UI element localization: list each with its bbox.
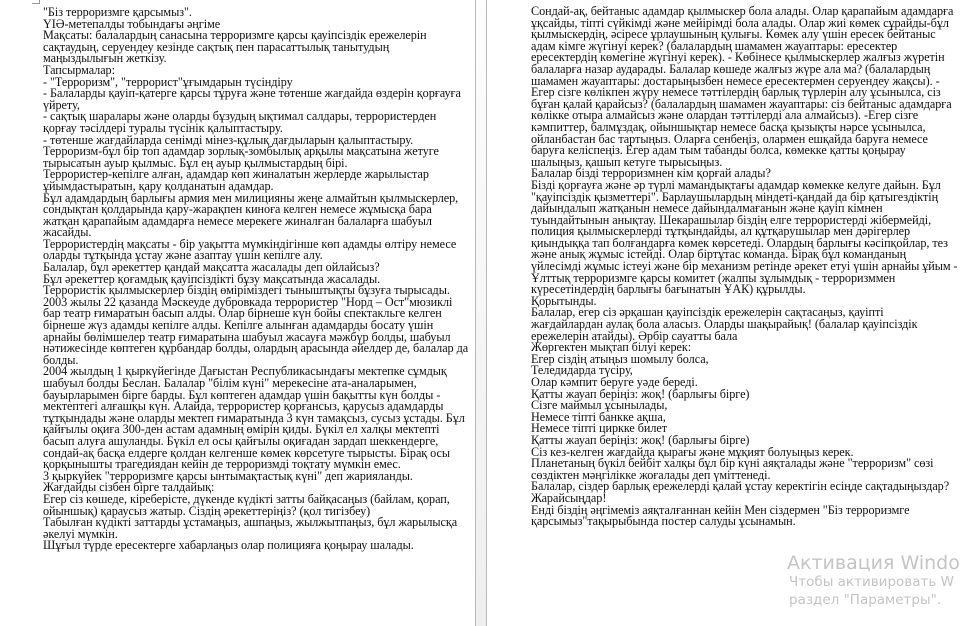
- text-line: Ұлттық терроризмге қарсы комитет (жалпы зұлымдық - терроризммен: [531, 270, 896, 285]
- text-line: - төтенше жағдайларда сенімді мінез-құлық дағдыларын қалыптастыру.: [43, 132, 414, 147]
- text-line: Терроризм-бұл бір топ адамдар зорлық-зомбылық арқылы мақсатына жетуге: [43, 144, 439, 159]
- text-line: Теледидарда түсіру,: [531, 363, 633, 378]
- text-line: Балалар, сіздер барлық ережелерді қалай ұстау керектігін есіңде сақтадыңыздар?: [531, 479, 950, 494]
- text-line: қиындыққа тап болғандарға көмек көрсетеді. Олардың барлығы кәсіпқойлар, тез: [531, 235, 948, 250]
- text-line: ұқсайды, тіпті сүйкімді және мейірімді бола алады. Олар жиі көмек сұрайды-бұл: [531, 15, 949, 30]
- text-line: Егер сіз көшеде, кіреберісте, дүкенде күдікті затты байқасаңыз (байлам, қорап,: [43, 491, 450, 506]
- text-line: Тапсырмалар:: [43, 62, 115, 77]
- text-line: тырысатын ауыр қылмыс. Бұл ең ауыр қылмыстардың бірі.: [43, 155, 348, 170]
- text-line: сақтаудың, серуендеу кезінде сақтық пен парасаттылық танытудың: [43, 39, 390, 54]
- text-line: 3 қыркүйек "терроризмге қарсы ынтымақтастық күні" деп жарияланды.: [43, 468, 413, 483]
- text-line: нәтижесінде көптеген құрбандар болды, олардың арасында әйелдер де, балалар да: [43, 341, 469, 356]
- text-line: - сақтық шаралары және оларды бұзудың ықтимал салдары, террористерден: [43, 109, 437, 124]
- text-line: Балалар бізді терроризмнен кім қорғай алады?: [531, 166, 771, 181]
- text-line: Табылған күдікті заттарды ұстамаңыз, ашпаңыз, жылжытпаңыз, бұл жарылысқа: [43, 515, 458, 530]
- text-line: шалыңыз, қашып кетуге тырысыңыз.: [531, 154, 723, 169]
- text-line: Жарайсыңдар!: [531, 490, 607, 505]
- text-line: "қауіпсіздік қызметтері". Барлаушылардың міндеті-қандай да бір қатыгездіктің: [531, 189, 939, 204]
- text-line: Қатты жауап беріңіз: жоқ! (барлығы бірге): [531, 432, 750, 447]
- text-line: Бұл адамдардың барлығы армия мен милицияны жеңе алмайтын қылмыскерлер,: [43, 190, 459, 205]
- text-line: "Біз терроризмге қарсымыз".: [43, 5, 192, 19]
- text-line: Террористер-кепілге алған, адамдар көп жиналатын жерлерде жарылыстар: [43, 167, 429, 182]
- text-line: жатқан қарапайым адамдарға немесе мерекеге жиналған балаларға шабуыл: [43, 213, 432, 228]
- text-line: үйрету,: [43, 97, 80, 112]
- text-line: қарсымыз"тақырыбында постер салуды ұсынамын.: [531, 514, 796, 529]
- text-line: сондай-ақ басқа елдерге қолдан келгенше көмек көрсетуге тырысты. Бірақ осы: [43, 445, 451, 460]
- text-line: бірнеше жүз адамды кепілге алды. Кепілге алынған адамдарды босату үшін: [43, 318, 434, 333]
- text-line: ұйымдастыратын, қару қолданатын адамдар.: [43, 178, 274, 193]
- right-page-text[interactable]: [531, 6, 956, 528]
- text-line: 2004 жылдың 1 қыркүйегінде Дағыстан Республикасындағы мектепке сұмдық: [43, 364, 447, 379]
- text-line: Террористік қылмыскерлер біздің өміріміздегі тыныштықты бұзуға тырысады.: [43, 283, 450, 298]
- text-line: Олар кәмпит беруге уәде береді.: [531, 375, 698, 389]
- text-line: Жөргектен мықтап білуі керек:: [531, 340, 692, 355]
- text-line: Енді біздің әңгімеміз аяқталғаннан кейін Мен сіздермен "Біз терроризмге: [531, 502, 910, 517]
- text-line: үйлесімді жұмыс істеуі және бір механизм ретінде әрекет етуі үшін арнайы ұйым -: [531, 259, 958, 274]
- text-line: болды.: [43, 352, 79, 367]
- text-line: ережелерін атайды). Әрбір сауатты бала: [531, 328, 738, 343]
- text-line: - Балаларды қауіп-қатерге қарсы тұруға және төтенше жағдайда өздерін қорғауға: [43, 86, 461, 101]
- text-line: балаларға назар аударады. Балалар көшеде жалғыз жүре ала ма? (балалардың: [531, 61, 931, 76]
- text-line: жасайды.: [43, 225, 92, 240]
- text-line: туындайтынын анықтау. Шекарашылар біздің елге террористерді жібермейді,: [531, 212, 932, 227]
- text-line: - "Терроризм", "террорист"ұғымдарын түсіндіру: [43, 74, 293, 89]
- text-line: шабуыл болды Беслан. Балалар "білім күні" мерекесіне ата-аналарымен,: [43, 376, 417, 390]
- text-line: қорғау тәсілдері туралы түсінік қалыптастыру.: [43, 120, 283, 135]
- text-line: Балалар, егер сіз әрқашан қауіпсіздік ережелерін сақтасаңыз, қауіпті: [531, 305, 884, 320]
- text-line: маңыздылығын жеткізу.: [43, 51, 167, 66]
- page-divider: [475, 0, 487, 626]
- text-line: Егер сіздің атыңыз шомылу болса,: [531, 351, 709, 366]
- text-line: қайғылы оқиға 300-ден астам адамның өмірін қиды. Бүкіл ел халқы мектепті: [43, 422, 440, 437]
- text-line: бауырларымен бірге барды. Бұл көптеген адамдар үшін бақытты күн болды -: [43, 387, 441, 402]
- text-line: сондықтан қолдарында қару-жарақпен киноға келген немесе жұмысқа бара: [43, 202, 432, 217]
- text-line: бұған қалай қарайсыз? (балалардың шамамен жауаптары: сіз бейтаныс адамдарға: [531, 96, 952, 111]
- text-line: сөздіктен мәңгілікке жоғалады деп үміттенеді.: [531, 467, 771, 482]
- text-line: Жағдайды сізбен бірге талдайық:: [43, 480, 215, 495]
- text-line: арнайы бөлімшелер театр ғимаратына шабуыл жасауға мәжбүр болды, шабуыл: [43, 329, 451, 344]
- text-line: Планетаның бүкіл бейбіт халқы бұл бір күні аяқталады және "терроризм" сөзі: [531, 456, 934, 471]
- text-line: қорқынышты трагедиядан кейін де терроризмді тоқтату мүмкін емес.: [43, 457, 401, 472]
- text-line: шамамен жауаптары: достарыңызбен немесе ересектермен серуендеу жақсы). -: [531, 73, 940, 88]
- text-line: бар театр ғимаратын басып алды. Олар бірнеше күн бойы спектакльге келген: [43, 306, 442, 321]
- text-line: Балалар, бұл әрекеттер қандай мақсатта жасалады деп ойлайсыз?: [43, 260, 380, 275]
- text-line: қылмыскердің, әсіресе ұрлаушының қулығы. Көмек алу үшін ересек бейтаныс: [531, 27, 936, 42]
- text-line: Террористердің мақсаты - бір уақытта мүмкіндігінше көп адамды өлтіру немесе: [43, 236, 457, 251]
- text-line: жағдайлардан аулақ бола аласыз. Оларды шақырайық! (балалар қауіпсіздік: [531, 317, 918, 332]
- watermark-line-2: раздел "Параметры".: [789, 592, 942, 608]
- document-page-right: [487, 0, 963, 626]
- left-page-text[interactable]: [43, 5, 469, 553]
- text-line: Мақсаты: балалардың санасына терроризмге қарсы қауіпсіздік ережелерін: [43, 28, 427, 43]
- text-line: тұтқындады және оларды мектеп ғимаратында 3 күн тамақсыз, сусыз ұстады. Бұл: [43, 410, 465, 425]
- text-line: ҮІӘ-метепалды тобындағы әңгіме: [43, 16, 221, 31]
- text-line: Шұғыл түрде ересектерге хабарлаңыз олар полицияға қоңырау шалады.: [43, 538, 414, 553]
- text-line: ойланбастан бас тартыңыз. Оларға сенбеңіз, олармен ешқайда баруға немесе: [531, 131, 928, 146]
- text-boundary-corner-mark: [32, 0, 40, 4]
- text-line: Сондай-ақ, бейтаныс адамдар қылмыскер бола алады. Олар қарапайым адамдарға: [531, 4, 954, 18]
- text-line: әкелуі мүмкін.: [43, 526, 118, 541]
- text-line: басып алуға ашуланды. Бүкіл ел осы қайғылы оқиғадан зардап шеккендерге,: [43, 433, 439, 448]
- text-line: 2003 жылы 22 қазанда Мәскеуде дубровкада террористер "Норд – Ост"мюзиклі: [43, 294, 453, 309]
- text-line: ойыншық) қараусыз жатыр. Сіздің әрекеттеріңіз? (қол тигізбеу): [43, 503, 371, 518]
- text-line: Немесе тіпті банкке ақша,: [531, 409, 666, 424]
- text-line: кәмпиттер, балмұздақ, ойыншықтар немесе басқа қызықты нәрсе ұсынылса,: [531, 119, 926, 134]
- text-line: Сізге маймыл ұсынылады,: [531, 398, 668, 413]
- document-page-left: [0, 0, 475, 626]
- text-line: оларды тұтқында ұстау және азаптау үшін кепілге алу.: [43, 248, 323, 263]
- text-line: Қорытынды.: [531, 293, 597, 308]
- text-line: Егер сізге көлікпен жүру немесе тәттілердің барлық түрлерін алу ұсынылса, сіз: [531, 85, 941, 100]
- watermark-title: Активация Windo: [787, 552, 960, 574]
- text-line: көлікке отыра алмайсыз және олардан тәттілерді ала алмайсыз). -Егер сізге: [531, 108, 919, 123]
- text-line: және анық жұмыс істейді. Олар біртұтас команда. Бірақ бұл команданың: [531, 247, 907, 262]
- text-line: дайындалып жатқанын немесе дайындалмағанын және қауіп кімнен: [531, 201, 883, 216]
- text-line: Қатты жауап беріңіз: жоқ! (барлығы бірге): [531, 386, 750, 401]
- text-line: ересектердің көмегіне жүгінуі керек). - Көбінесе қылмыскерлер жалғыз жүретін: [531, 50, 945, 65]
- text-line: Бізді қорғауға және әр түрлі мамандықтағы адамдар көмекке келуге дайын. Бұл: [531, 177, 941, 192]
- text-line: полиция қылмыскерлерді тұтқындайды, ал құтқарушылар мен дәрігерлер: [531, 224, 911, 239]
- text-line: Бұл әрекеттер қоғамдық қауіпсіздікті бұзу мақсатында жасалады.: [43, 271, 381, 286]
- text-line: адам кімге жүгінуі керек? (балалардың шамамен жауаптары: ересектер: [531, 38, 898, 53]
- text-line: Немесе тіпті циркке билет: [531, 421, 668, 436]
- text-line: баруға келіспеңіз. Егер адам тым табанды болса, көмекке қатты қоңырау: [531, 143, 906, 158]
- text-line: күресетіндердің барлығы бағынатын ҰАК) құрылды.: [531, 282, 806, 297]
- text-line: Сіз кез-келген жағдайда қырағы және мұқият болуыңыз керек.: [531, 444, 854, 459]
- text-line: мектептегі алғашқы күн. Алайда, террористер қорғансыз, қарусыз адамдарды: [43, 399, 444, 414]
- watermark-line-1: Чтобы активировать W: [789, 574, 954, 590]
